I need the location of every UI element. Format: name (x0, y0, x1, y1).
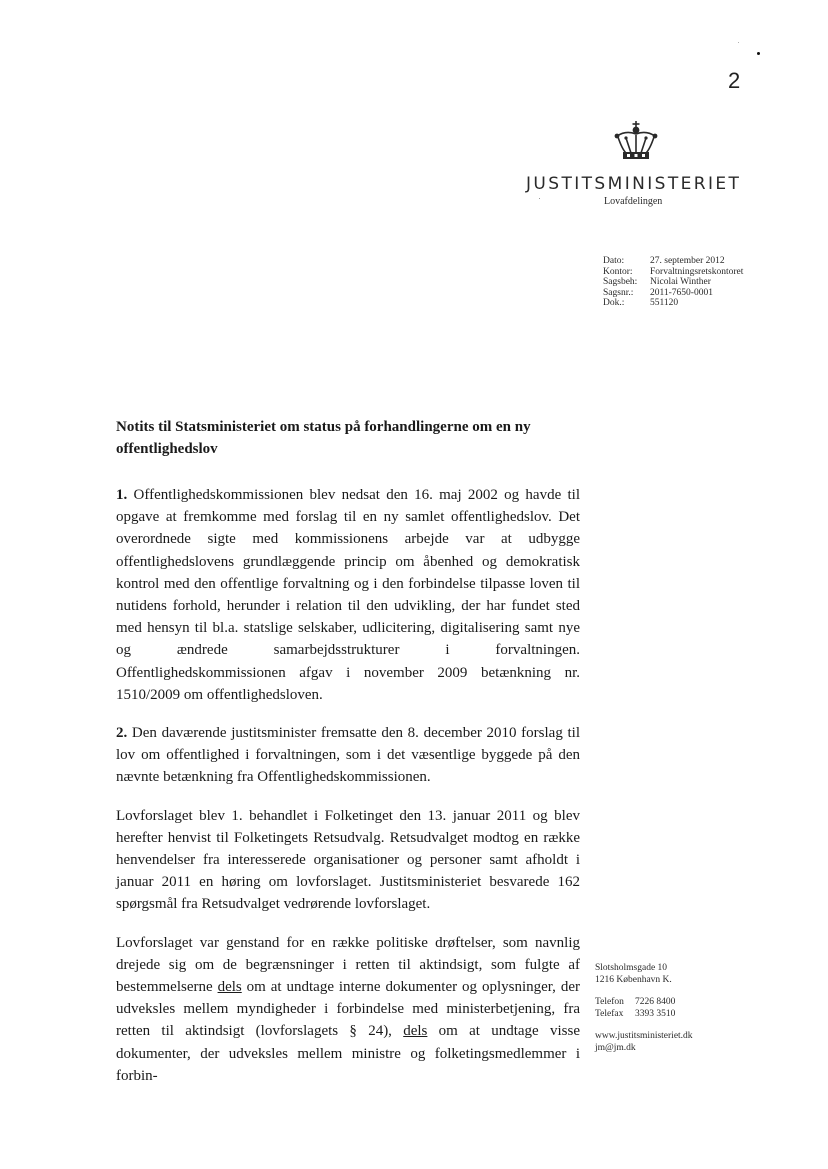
meta-row-document (603, 298, 743, 309)
fax-label: Telefax (595, 1008, 624, 1019)
meta-value: 551120 (650, 298, 679, 308)
postal-address (595, 963, 693, 986)
paragraph-text: Offentlighedskommissionen blev nedsat den 16. maj 2002 og havde til opgave at fremkomme med forslag til en ny samlet offentlighedslov. Det overordnede sigte med kommissionens arbejde var at udbygge offentlighedslovens grundlæggende princip om åbenhed og demokratisk kontrol med den offentlige forvaltning og i den forbindelse tilpasse loven til nutidens forhold, herunder i relation til den udvikling, der har fundet sted med hensyn til bl.a. statslige selskaber, udlicitering, digitalisering samt nye og ændrede samarbejdsstrukturer i forvaltningen. Offentlighedskommissionen afgav i november 2009 betænkning nr. 1510/2009 om offentlighedsloven. (116, 487, 581, 703)
meta-value: 27. september 2012 (650, 256, 725, 266)
city: 1216 København K. (595, 974, 672, 985)
meta-value: Forvaltningsretskontoret (650, 266, 744, 277)
paragraph-3 (116, 805, 580, 916)
document-metadata (603, 256, 743, 309)
ministry-address (595, 963, 693, 1054)
phone-numbers (595, 997, 693, 1020)
meta-label: Dok.: (603, 298, 625, 308)
document-heading: Notits til Statsministeriet om status på forhandlingerne om en ny offentlighedslov (116, 419, 531, 457)
paragraph-text: Lovforslaget blev 1. behandlet i Folketinget den 13. januar 2011 og blev herefter henvist til Folketingets Retsudvalg. Retsudvalget modtog en række henvendelser fra interesserede organisationer og personer samt afholdt i januar 2011 en høring om lovforslaget. Justitsministeriet besvarede 162 spørgsmål fra Retsudvalget vedrørende lovforslaget. (116, 807, 580, 913)
phone-line (595, 997, 693, 1009)
meta-value: Nicolai Winther (650, 277, 711, 287)
web-contacts (595, 1031, 693, 1054)
paragraph-1 (116, 484, 580, 706)
paragraph-4 (116, 932, 580, 1087)
meta-row-date (603, 256, 743, 267)
meta-label: Sagsnr.: (603, 287, 634, 298)
meta-row-case-officer (603, 277, 743, 288)
meta-row-case-number (603, 288, 743, 299)
ministry-name: JUSTITSMINISTERIET (526, 174, 742, 194)
meta-label: Sagsbeh: (603, 277, 638, 287)
meta-label: Kontor: (603, 266, 633, 277)
phone-label: Telefon (595, 997, 624, 1007)
crown-icon (612, 120, 660, 164)
street: Slotsholmsgade 10 (595, 963, 668, 973)
department-name: Lovafdelingen (604, 196, 663, 207)
scan-speck (757, 52, 760, 55)
underlined-word: dels (403, 1023, 428, 1040)
paragraph-text: om at undtage visse dokumenter, der udveksles mellem ministre og folketingsmedlemmer i forbin- (116, 1023, 580, 1084)
fax-line (595, 1009, 693, 1021)
email: jm@jm.dk (595, 1042, 636, 1053)
page-number: 2 (728, 68, 741, 93)
website: www.justitsministeriet.dk (595, 1031, 693, 1041)
scan-speck (539, 198, 540, 199)
meta-value: 2011-7650-0001 (650, 287, 713, 298)
underlined-word: dels (217, 979, 242, 996)
scan-speck (738, 42, 739, 43)
phone-number: 7226 8400 (635, 997, 676, 1007)
paragraph-number: 1. (116, 487, 128, 503)
paragraph-number: 2. (116, 725, 128, 742)
paragraph-text: Den daværende justitsminister fremsatte den 8. december 2010 forslag til lov om offentlighed i forvaltningen, som i det væsentlige byggede på den nævnte betænkning fra Offentlighedskommissionen. (116, 725, 580, 786)
meta-label: Dato: (603, 256, 625, 266)
fax-number: 3393 3510 (635, 1008, 676, 1019)
meta-row-office (603, 267, 743, 278)
paragraph-2 (116, 722, 580, 789)
paragraph-text: om at undtage interne dokumenter og oplysninger, der udveksles mellem myndigheder i forbindelse med ministerbetjening, fra retten til aktindsigt (lovforslagets § 24), (116, 979, 580, 1040)
paragraph-text: Lovforslaget var genstand for en række politiske drøftelser, som navnlig drejede sig om de begrænsninger i retten til aktindsigt, som fulgte af bestemmelserne (116, 934, 580, 996)
document-body (116, 484, 580, 1103)
